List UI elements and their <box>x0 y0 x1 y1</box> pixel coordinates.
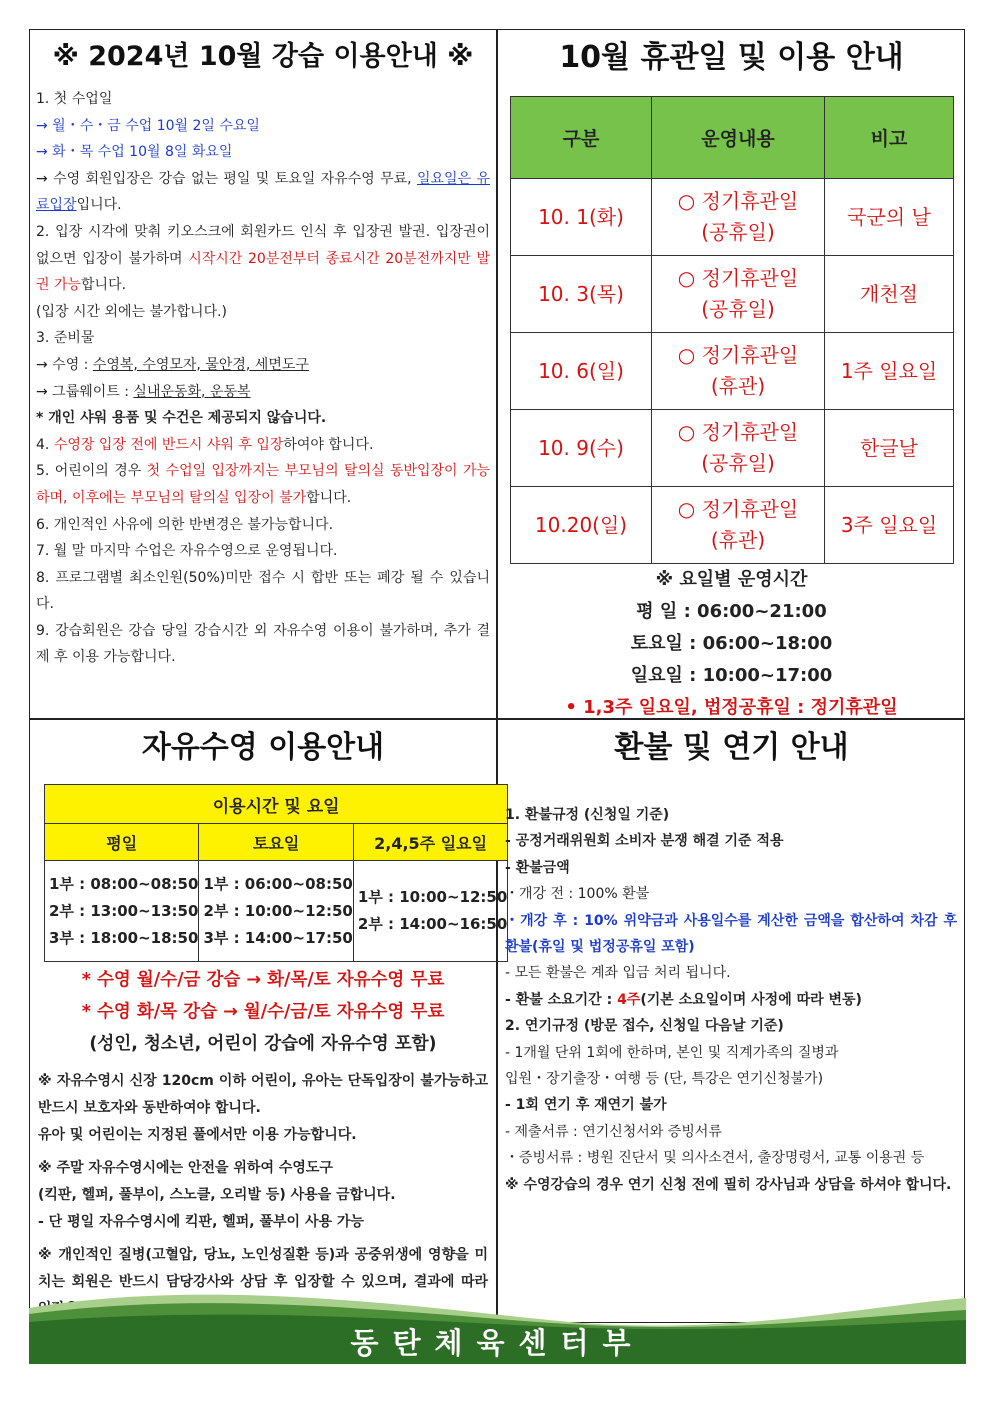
note: (킥판, 헬퍼, 풀부이, 스노클, 오리발 등) 사용을 금합니다. <box>38 1187 396 1203</box>
closed-row <box>511 256 954 333</box>
closed-row <box>511 333 954 410</box>
saturday-times <box>199 861 353 962</box>
text-segment: 하여야 합니다. <box>283 436 374 453</box>
note-text: 한글날 <box>860 435 918 460</box>
col-header: 비고 <box>825 97 954 179</box>
content-line: (휴관) <box>710 374 766 398</box>
note-text: 3주 일요일 <box>840 512 938 537</box>
content-line: ○ 정기휴관일 <box>677 420 799 444</box>
text-line <box>36 113 490 140</box>
text-line <box>505 1145 957 1171</box>
note-text: 개천절 <box>860 281 918 306</box>
lecture-section <box>36 36 490 671</box>
text-segment: * 개인 샤워 용품 및 수건은 제공되지 않습니다. <box>36 410 327 427</box>
closed-note <box>825 333 954 410</box>
text-segment: 입원・장기출장・여행 등 (단, 특강은 연기신청불가) <box>505 1071 824 1088</box>
text-segment: (기본 소요일이며 사정에 따라 변동) <box>640 991 862 1008</box>
note: ※ 자유수영시 신장 120cm 이하 어린이, 유아는 단독입장이 불가능하고 반드시 보호자와 동반하여야 합니다. <box>38 1073 488 1116</box>
text-segment: 3. 준비물 <box>36 330 95 347</box>
note: - 단 평일 자유수영시에 킥판, 헬퍼, 풀부이 사용 가능 <box>38 1214 364 1230</box>
text-segment: 1. 첫 수업일 <box>36 91 113 107</box>
lecture-lines <box>36 86 490 671</box>
closed-content <box>652 256 825 333</box>
text-segment: 실내운동화, 운동복 <box>133 383 251 400</box>
text-segment: 합니다. <box>81 277 127 294</box>
col-header: 2,4,5주 일요일 <box>353 824 507 861</box>
text-segment: ・증빙서류 : 병원 진단서 및 의사소견서, 출장명령서, 교통 이용권 등 <box>505 1150 925 1167</box>
free-rule-red: * 수영 화/목 강습 → 월/수/금/토 자유수영 무료 <box>81 1002 445 1022</box>
content-line: (공휴일) <box>701 220 775 244</box>
text-segment: 2. 입장 시각에 맞춰 키오스크에 회원카드 인식 후 입장권 발권. 입장권이 없으면 입장이 불가하며 <box>36 223 490 267</box>
text-segment: ・개강 전 : 100% 환불 <box>505 886 650 903</box>
closed-date <box>511 487 652 564</box>
text-segment: 수영복, 수영모자, 물안경, 세면도구 <box>92 356 309 373</box>
note: ※ 개인적인 질병(고혈압, 당뇨, 노인성질환 등)과 공중위생에 영향을 미치는 회원은 반드시 담당강사와 상담 후 입장할 수 있으며, 결과에 따라 <box>38 1247 488 1290</box>
text-line <box>36 432 490 459</box>
col-header: 구분 <box>511 97 652 179</box>
text-segment: - 모든 환불은 계좌 입금 처리 됩니다. <box>505 965 731 982</box>
text-segment: 4주 <box>617 991 641 1008</box>
closed-content <box>652 333 825 410</box>
text-line <box>505 881 957 907</box>
hours-title: ※ 요일별 운영시간 <box>655 569 808 590</box>
time-slot: 2부 : 13:00~13:50 <box>49 901 199 920</box>
date-text: 10. 1(화) <box>538 204 624 229</box>
closed-date <box>511 256 652 333</box>
text-segment: - 1회 연기 후 재연기 불가 <box>505 1097 667 1114</box>
closed-date <box>511 179 652 256</box>
text-segment: 합니다. <box>306 489 352 506</box>
time-slot: 1부 : 10:00~12:50 <box>357 888 508 906</box>
text-segment: 8. 프로그램별 최소인원(50%)미만 접수 시 합반 또는 폐강 될 수 있습니다. <box>36 569 490 613</box>
closed-content <box>652 487 825 564</box>
text-line <box>505 1119 957 1145</box>
text-segment: - 1개월 단위 1회에 한하며, 본인 및 직계가족의 질병과 <box>505 1044 839 1061</box>
text-line <box>505 908 957 961</box>
text-segment: ※ 수영강습의 경우 연기 신청 전에 필히 강사님과 상담을 하셔야 합니다. <box>505 1176 952 1193</box>
note-text: 1주 일요일 <box>840 358 938 383</box>
date-text: 10. 6(일) <box>538 358 624 383</box>
text-line <box>505 828 957 854</box>
closed-row <box>511 179 954 256</box>
column-divider <box>496 29 498 1323</box>
text-segment: 일요일은 유료입장 <box>36 170 490 214</box>
closed-row <box>511 410 954 487</box>
col-header: 토요일 <box>199 824 353 861</box>
text-line <box>505 1092 957 1118</box>
text-line <box>36 299 490 326</box>
text-segment: 5. 어린이의 경우 <box>36 463 147 480</box>
text-line <box>36 139 490 166</box>
note: ※ 주말 자유수영시에는 안전을 위하여 수영도구 <box>38 1160 333 1176</box>
time-slot: 1부 : 08:00~08:50 <box>49 874 199 893</box>
text-segment: 6. 개인적인 사유에 의한 반변경은 불가능합니다. <box>36 516 334 533</box>
hours-line: 일요일 : 10:00~17:00 <box>630 665 833 686</box>
text-segment: (입장 시간 외에는 불가합니다.) <box>36 303 228 320</box>
refund-lines <box>505 802 957 1198</box>
closed-note <box>825 410 954 487</box>
closed-date <box>511 333 652 410</box>
closed-note <box>825 256 954 333</box>
text-line <box>36 219 490 299</box>
content-line: ○ 정기휴관일 <box>677 266 799 290</box>
text-line <box>36 325 490 352</box>
text-segment: - 환불 소요기간 : <box>505 991 618 1008</box>
text-segment: → 그룹웨이트 : <box>36 383 134 400</box>
closed-row <box>511 487 954 564</box>
text-line <box>505 802 957 828</box>
time-slot: 2부 : 10:00~12:50 <box>203 901 353 920</box>
hours-line: 평 일 : 06:00~21:00 <box>636 601 827 622</box>
closed-note <box>825 179 954 256</box>
content-line: ○ 정기휴관일 <box>677 497 799 521</box>
text-segment: - 환불금액 <box>505 859 570 876</box>
text-line <box>36 166 490 219</box>
time-slot: 2부 : 14:00~16:50 <box>357 915 508 933</box>
text-line <box>505 960 957 986</box>
free-rule-red: * 수영 월/수/금 강습 → 화/목/토 자유수영 무료 <box>81 970 445 990</box>
refund-title: 환불 및 연기 안내 <box>614 730 849 765</box>
text-line <box>505 1066 957 1092</box>
closed-date <box>511 410 652 487</box>
footer-org-name: 동탄체육센터부 <box>350 1326 645 1360</box>
closed-days-table <box>510 96 954 564</box>
text-line <box>36 618 490 671</box>
content-line: (휴관) <box>710 528 766 552</box>
text-segment: → 수영 회원입장은 강습 없는 평일 및 토요일 자유수영 무료, <box>36 170 417 187</box>
weekday-times <box>45 861 199 962</box>
text-segment: → 수영 : <box>36 356 93 373</box>
date-text: 10. 3(목) <box>538 281 624 306</box>
text-line <box>36 405 490 432</box>
sunday-times <box>353 861 507 962</box>
date-text: 10.20(일) <box>534 512 628 537</box>
hours-line: 토요일 : 06:00~18:00 <box>630 633 833 654</box>
time-slot: 3부 : 18:00~18:50 <box>49 928 199 947</box>
text-segment: 첫 수업일 입장까지는 부모님의 탈의실 동반입장이 가능하며, 이후에는 부모님의 탈의실 입장이 불가 <box>36 463 490 506</box>
content-line: ○ 정기휴관일 <box>677 343 799 367</box>
text-line <box>36 565 490 618</box>
text-line <box>505 1172 957 1198</box>
free-rule-include: (성인, 청소년, 어린이 강습에 자유수영 포함) <box>89 1034 437 1054</box>
text-segment: 9. 강습회원은 강습 당일 강습시간 외 자유수영 이용이 불가하며, 추가 결제 후 이용 가능합니다. <box>36 622 490 666</box>
text-line <box>36 86 490 113</box>
text-segment: ・개강 후 : 10% 위약금과 사용일수를 계산한 금액을 합산하여 차감 후 환불(휴일 및 법정공휴일 포함) <box>505 912 957 956</box>
text-line <box>505 1013 957 1039</box>
free-swim-title: 자유수영 이용안내 <box>141 730 385 765</box>
col-header: 운영내용 <box>652 97 825 179</box>
table-title: 이용시간 및 요일 <box>45 785 508 824</box>
text-segment: 시작시간 20분전부터 종료시간 20분전까지만 발권 가능 <box>36 250 490 294</box>
text-segment: - 공정거래위원회 소비자 분쟁 해결 기준 적용 <box>505 833 784 850</box>
text-segment: - 제출서류 : 연기신청서와 증빙서류 <box>505 1123 722 1140</box>
note-text: 국군의 날 <box>847 204 931 229</box>
closed-content <box>652 179 825 256</box>
closed-content <box>652 410 825 487</box>
content-line: (공휴일) <box>701 451 775 475</box>
free-swim-table <box>44 784 508 962</box>
text-line <box>505 987 957 1013</box>
text-line <box>36 512 490 539</box>
text-segment: 1. 환불규정 (신청일 기준) <box>505 807 670 823</box>
text-segment: 수영장 입장 전에 반드시 샤워 후 입장 <box>53 436 284 453</box>
text-line <box>36 538 490 565</box>
text-line <box>36 458 490 511</box>
text-segment: 2. 연기규정 (방문 접수, 신청일 다음날 기준) <box>505 1018 784 1035</box>
date-text: 10. 9(수) <box>538 435 624 460</box>
closed-title: 10월 휴관일 및 이용 안내 <box>559 40 904 75</box>
text-line <box>36 352 490 379</box>
content-line: (공휴일) <box>701 297 775 321</box>
free-swim-rules <box>36 964 490 1060</box>
lecture-title: ※ 2024년 10월 강습 이용안내 ※ <box>52 41 474 72</box>
text-segment: 4. <box>36 436 54 453</box>
text-segment: 입니다. <box>76 197 122 214</box>
holiday-note: • 1,3주 일요일, 법정공휴일 : 정기휴관일 <box>565 697 898 718</box>
note: 유아 및 어린이는 지정된 풀에서만 이용 가능합니다. <box>38 1127 357 1143</box>
time-slot: 1부 : 06:00~08:50 <box>203 874 353 893</box>
closed-note <box>825 487 954 564</box>
text-segment: → 화・목 수업 10월 8일 화요일 <box>36 144 233 161</box>
content-line: ○ 정기휴관일 <box>677 189 799 213</box>
hours-block <box>500 564 963 724</box>
text-line <box>36 379 490 406</box>
text-segment: 7. 월 말 마지막 수업은 자유수영으로 운영됩니다. <box>36 543 338 560</box>
col-header: 평일 <box>45 824 199 861</box>
text-line <box>505 855 957 881</box>
time-slot: 3부 : 14:00~17:50 <box>203 928 353 947</box>
text-line <box>505 1040 957 1066</box>
text-segment: → 월・수・금 수업 10월 2일 수요일 <box>36 117 260 134</box>
